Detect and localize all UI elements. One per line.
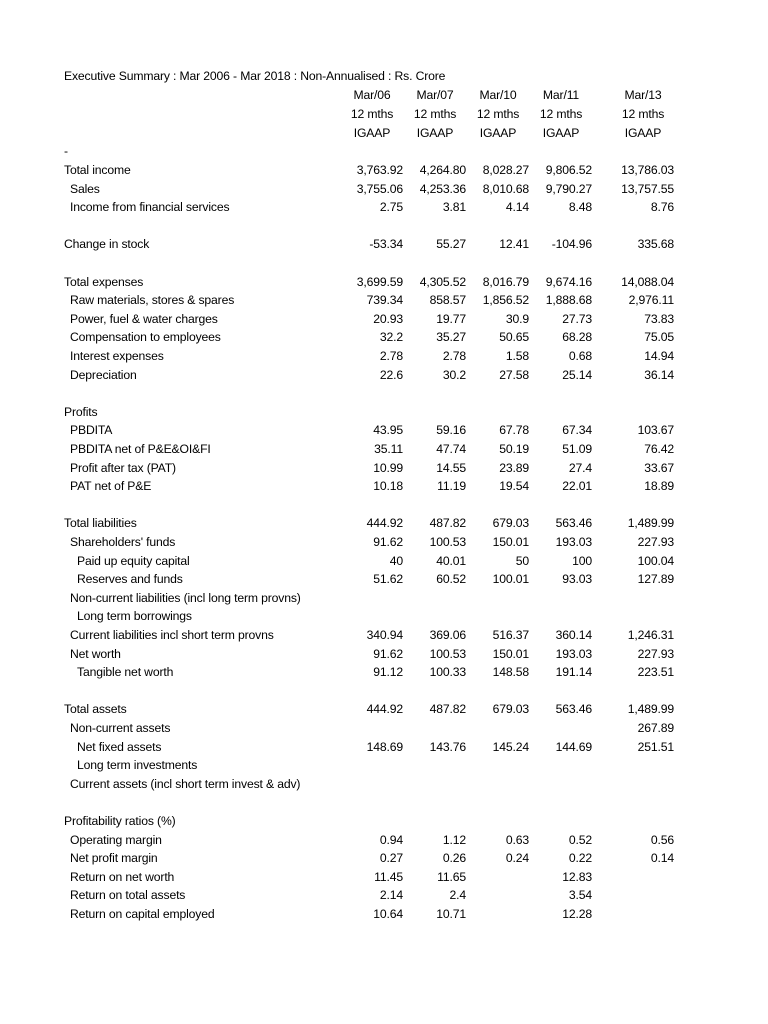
row-label: Shareholders' funds [70,535,176,549]
column-header-standard: IGAAP [416,126,454,140]
value-cell: 148.69 [366,739,403,754]
value-cell: 10.99 [373,460,403,475]
value-cell: 3,763.92 [356,163,403,177]
value-cell: 0.68 [568,349,592,363]
row-label: Return on capital employed [70,907,215,921]
value-cell: 3,699.59 [356,274,403,289]
sheet-title: Executive Summary : Mar 2006 - Mar 2018 : Non-Annualised : Rs. Crore [64,69,446,83]
column-header-period: Mar/07 [416,88,454,102]
row-label: Depreciation [70,367,137,382]
column-header-standard: IGAAP [542,126,580,140]
value-cell: 100.53 [429,535,466,549]
value-cell: 73.83 [644,311,674,326]
column-header-duration: 12 mths [413,107,457,121]
value-cell: 50 [515,553,529,568]
value-cell: 32.2 [379,330,403,345]
value-cell: 68.28 [562,330,592,345]
value-cell: 18.89 [644,479,674,494]
value-cell: 148.58 [492,665,529,680]
value-cell: 1,888.68 [545,293,592,308]
value-cell: 1,856.52 [482,293,529,308]
value-cell: 91.62 [373,646,403,661]
value-cell: 0.24 [505,851,529,866]
value-cell: 100.04 [637,553,674,568]
value-cell: 51.09 [562,442,592,456]
value-cell: 858.57 [429,293,466,308]
column-header-period: Mar/10 [479,88,517,102]
value-cell: 55.27 [436,237,466,252]
value-cell: 340.94 [366,628,403,642]
value-cell: 8.76 [650,200,674,215]
value-cell: 127.89 [637,572,674,587]
value-cell: 8,016.79 [482,274,529,289]
row-label: Return on total assets [70,888,186,903]
row-label: Change in stock [64,237,150,252]
value-cell: 14.94 [644,349,674,363]
value-cell: 516.37 [492,628,529,642]
value-cell: 33.67 [644,460,674,475]
value-cell: 91.12 [373,665,403,680]
value-cell: 8,010.68 [482,181,529,196]
value-cell: 50.65 [499,330,529,345]
row-label: Total assets [64,702,127,717]
value-cell: 67.78 [499,423,529,438]
value-cell: 2.4 [449,888,466,903]
row-label: Profit after tax (PAT) [70,460,176,475]
row-label: Non-current assets [70,721,171,735]
value-cell: -104.96 [551,237,592,252]
column-header-duration: 12 mths [621,107,665,121]
value-cell: 1.12 [442,832,466,847]
value-cell: 27.73 [562,311,592,326]
row-label: Compensation to employees [70,330,221,345]
column-header-duration: 12 mths [476,107,520,121]
value-cell: 93.03 [562,572,592,587]
column-header-period: Mar/06 [353,88,391,102]
value-cell: 0.56 [650,832,674,847]
value-cell: 3,755.06 [356,181,403,196]
value-cell: 12.83 [562,869,592,884]
row-label: Reserves and funds [77,572,183,587]
value-cell: 150.01 [492,646,529,661]
value-cell: 335.68 [637,237,674,252]
value-cell: 60.52 [436,572,466,587]
row-label: Net fixed assets [77,739,162,754]
row-label: PAT net of P&E [70,479,152,494]
value-cell: 1.58 [505,349,529,363]
row-label: Net profit margin [70,851,158,866]
value-cell: 444.92 [366,702,403,717]
value-cell: 35.27 [436,330,466,345]
value-cell: 4,305.52 [419,274,466,289]
value-cell: 13,786.03 [621,163,674,177]
value-cell: 145.24 [492,739,529,754]
value-cell: 369.06 [429,628,466,642]
value-cell: 11.19 [437,479,466,494]
value-cell: 9,806.52 [545,163,592,177]
value-cell: 12.28 [562,907,592,921]
value-cell: 143.76 [429,739,466,754]
row-label: Tangible net worth [77,665,174,680]
row-label: PBDITA [70,423,113,438]
row-label: Current liabilities incl short term provns [70,628,274,642]
value-cell: 150.01 [492,535,529,549]
value-cell: 36.14 [644,367,674,382]
value-cell: 47.74 [436,442,466,456]
value-cell: 360.14 [555,628,592,642]
value-cell: 40 [389,553,403,568]
value-cell: 563.46 [555,702,592,717]
marker-dash: - [64,144,68,158]
row-label: Operating margin [70,832,162,847]
value-cell: 1,489.99 [627,516,674,531]
value-cell: 1,246.31 [627,628,674,642]
row-label: Long term borrowings [77,609,192,624]
value-cell: 223.51 [637,665,674,680]
column-header-duration: 12 mths [350,107,394,121]
value-cell: 13,757.55 [621,181,674,196]
value-cell: 0.63 [505,832,529,847]
value-cell: 193.03 [555,535,592,549]
value-cell: 75.05 [644,330,674,345]
value-cell: 30.2 [442,367,466,382]
value-cell: 9,790.27 [545,181,592,196]
value-cell: 267.89 [637,721,674,735]
value-cell: 51.62 [373,572,403,587]
value-cell: 251.51 [637,739,674,754]
value-cell: 30.9 [505,311,529,326]
row-label: Long term investments [77,758,198,773]
value-cell: 20.93 [373,311,403,326]
row-label: Non-current liabilities (incl long term provns) [70,590,301,605]
value-cell: 4.14 [505,200,529,215]
value-cell: 739.34 [366,293,403,308]
row-label: Total income [64,163,131,177]
value-cell: 191.14 [555,665,592,680]
value-cell: 100 [572,553,592,568]
value-cell: 10.71 [436,907,466,921]
value-cell: 2.78 [442,349,466,363]
value-cell: 10.18 [373,479,403,494]
value-cell: 0.94 [379,832,403,847]
value-cell: 11.65 [437,869,466,884]
row-label: Return on net worth [70,869,175,884]
row-label: Current assets (incl short term invest & adv) [70,776,301,791]
value-cell: 23.89 [499,460,529,475]
value-cell: 4,253.36 [419,181,466,196]
column-header-period: Mar/13 [624,88,662,102]
value-cell: 67.34 [562,423,592,438]
column-header-standard: IGAAP [479,126,517,140]
value-cell: 100.01 [492,572,529,587]
value-cell: 2.75 [379,200,403,215]
value-cell: 100.53 [429,646,466,661]
value-cell: 11.45 [374,869,403,884]
value-cell: 679.03 [492,516,529,531]
value-cell: 193.03 [555,646,592,661]
value-cell: 0.26 [442,851,466,866]
value-cell: 0.22 [568,851,592,866]
row-label: Total liabilities [64,516,137,531]
value-cell: 487.82 [429,702,466,717]
value-cell: 0.14 [650,851,674,866]
value-cell: 3.54 [568,888,592,903]
value-cell: 91.62 [373,535,403,549]
value-cell: 22.01 [562,479,592,494]
value-cell: 563.46 [555,516,592,531]
value-cell: 43.95 [373,423,403,438]
row-label: Profitability ratios (%) [64,814,176,828]
value-cell: 76.42 [644,442,674,456]
column-header-duration: 12 mths [539,107,583,121]
value-cell: 14.55 [436,460,466,475]
value-cell: 19.54 [499,479,529,494]
value-cell: 12.41 [499,237,529,252]
value-cell: 40.01 [436,553,466,568]
value-cell: 59.16 [436,423,466,438]
value-cell: 50.19 [499,442,529,456]
column-header-standard: IGAAP [353,126,391,140]
value-cell: 679.03 [492,702,529,717]
row-label: Paid up equity capital [77,553,190,568]
column-header-period: Mar/11 [542,88,580,102]
value-cell: 100.33 [429,665,466,680]
value-cell: 9,674.16 [545,274,592,289]
row-label: Sales [70,181,100,196]
value-cell: 35.11 [374,442,403,456]
column-header-standard: IGAAP [624,126,662,140]
value-cell: 0.27 [379,851,403,866]
value-cell: 27.58 [499,367,529,382]
row-label: Profits [64,404,98,419]
value-cell: 4,264.80 [419,163,466,177]
value-cell: 2,976.11 [628,293,674,308]
value-cell: 27.4 [568,460,592,475]
value-cell: 25.14 [562,367,592,382]
value-cell: 8.48 [568,200,592,215]
value-cell: 1,489.99 [627,702,674,717]
value-cell: 10.64 [373,907,403,921]
value-cell: 487.82 [429,516,466,531]
value-cell: 2.78 [379,349,403,363]
value-cell: 3.81 [442,200,466,215]
value-cell: 19.77 [436,311,466,326]
value-cell: 144.69 [555,739,592,754]
row-label: Raw materials, stores & spares [70,293,235,308]
value-cell: 8,028.27 [482,163,529,177]
value-cell: -53.34 [369,237,403,252]
row-label: PBDITA net of P&E&OI&FI [70,442,211,456]
value-cell: 103.67 [637,423,674,438]
value-cell: 444.92 [366,516,403,531]
value-cell: 227.93 [637,535,674,549]
row-label: Interest expenses [70,349,164,363]
value-cell: 0.52 [568,832,592,847]
row-label: Income from financial services [70,200,230,215]
row-label: Net worth [70,646,121,661]
value-cell: 227.93 [637,646,674,661]
value-cell: 2.14 [379,888,403,903]
row-label: Total expenses [64,274,144,289]
value-cell: 22.6 [379,367,403,382]
value-cell: 14,088.04 [621,274,674,289]
row-label: Power, fuel & water charges [70,311,218,326]
